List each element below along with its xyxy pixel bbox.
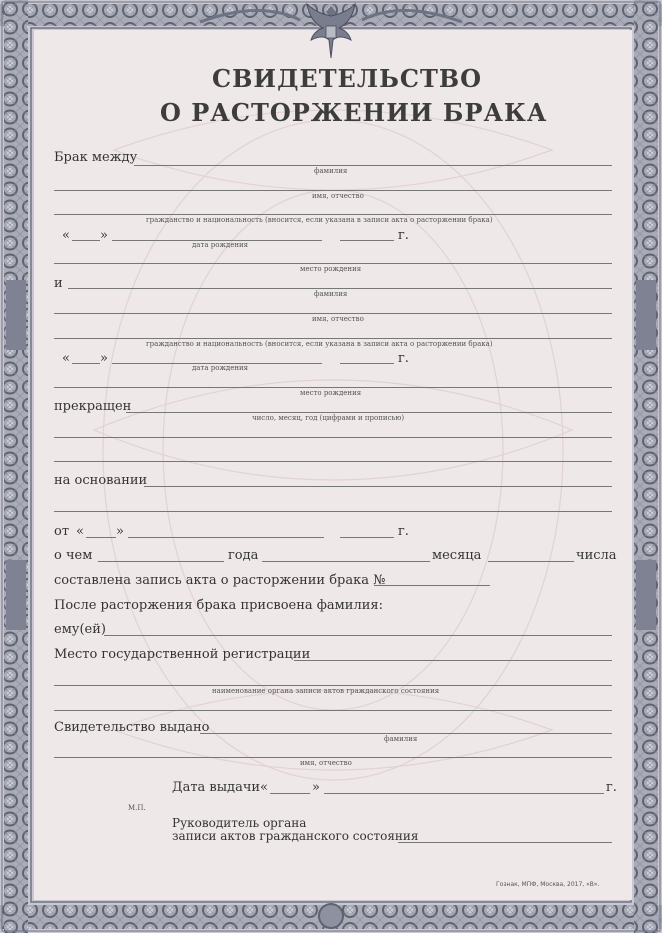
field-spouse2-name[interactable]: [54, 313, 612, 314]
label-year-word: года: [228, 548, 259, 563]
field-termination-date-cont-1[interactable]: [54, 437, 612, 438]
coat-of-arms-icon: [303, 0, 359, 64]
field-issue-month-year[interactable]: [324, 793, 604, 794]
caption-citizenship-1: гражданство и национальность (вносится, если указана в записи акта о расторжении брака): [146, 216, 493, 224]
caption-name-2: имя, отчество: [312, 315, 364, 323]
field-birth-year-1[interactable]: [340, 240, 394, 241]
field-spouse2-surname[interactable]: [68, 288, 612, 289]
field-issued-surname[interactable]: [200, 733, 612, 734]
label-issue-date: Дата выдачи: [172, 780, 261, 795]
field-termination-date-cont-2[interactable]: [54, 461, 612, 462]
field-basis-year[interactable]: [340, 537, 394, 538]
caption-surname-2: фамилия: [314, 290, 348, 298]
field-record-number[interactable]: [374, 585, 490, 586]
field-record-year[interactable]: [98, 561, 224, 562]
field-record-day[interactable]: [488, 561, 574, 562]
quote-open-2: «: [62, 351, 70, 366]
title-line-1: СВИДЕТЕЛЬСТВО: [212, 64, 483, 93]
field-spouse1-citizenship[interactable]: [54, 214, 612, 215]
field-issue-day[interactable]: [270, 793, 310, 794]
caption-name-1: имя, отчество: [312, 192, 364, 200]
label-and: и: [54, 276, 63, 291]
field-basis-cont[interactable]: [54, 511, 612, 512]
quote-open-3: «: [76, 524, 84, 539]
field-head-signature[interactable]: [398, 842, 612, 843]
caption-birth-date-1: дата рождения: [192, 241, 249, 249]
field-birth-place-1[interactable]: [54, 263, 612, 264]
label-on-basis: на основании: [54, 473, 148, 488]
label-head-line2: записи актов гражданского состояния: [172, 829, 419, 843]
year-suffix-4: г.: [606, 780, 617, 795]
field-birth-place-2[interactable]: [54, 387, 612, 388]
field-spouse1-surname[interactable]: [134, 165, 612, 166]
label-issued-to: Свидетельство выдано: [54, 720, 210, 735]
field-registration-place[interactable]: [294, 660, 612, 661]
label-from: от: [54, 524, 70, 539]
field-basis[interactable]: [144, 486, 612, 487]
caption-surname-3: фамилия: [384, 735, 418, 743]
quote-open-4: «: [260, 780, 268, 795]
field-authority[interactable]: [54, 685, 612, 686]
label-marriage-between: Брак между: [54, 150, 138, 165]
printer-imprint: Гознак, МПФ, Москва, 2017, «В».: [496, 881, 600, 888]
label-head-line1: Руководитель органа: [172, 816, 307, 830]
caption-authority: наименование органа записи актов гражданского состояния: [212, 687, 440, 695]
field-authority-cont[interactable]: [54, 710, 612, 711]
label-day-word: числа: [576, 548, 617, 563]
label-month-word: месяца: [432, 548, 482, 563]
quote-open-1: «: [62, 228, 70, 243]
quote-close-1: »: [100, 228, 108, 243]
caption-date-text: число, месяц, год (цифрами и прописью): [252, 414, 405, 422]
year-suffix-3: г.: [398, 524, 409, 539]
caption-birth-place-2: место рождения: [300, 389, 362, 397]
label-registration-place: Место государственной регистрации: [54, 647, 311, 662]
label-record-made: составлена запись акта о расторжении брака №: [54, 573, 386, 588]
caption-citizenship-2: гражданство и национальность (вносится, если указана в записи акта о расторжении брака): [146, 340, 493, 348]
year-suffix-2: г.: [398, 351, 409, 366]
quote-close-4: »: [312, 780, 320, 795]
caption-birth-place-1: место рождения: [300, 265, 362, 273]
field-basis-day[interactable]: [86, 537, 116, 538]
quote-close-3: »: [116, 524, 124, 539]
caption-birth-date-2: дата рождения: [192, 364, 249, 372]
field-termination-date[interactable]: [126, 412, 612, 413]
label-to-him-her: ему(ей): [54, 622, 106, 637]
field-basis-month[interactable]: [128, 537, 324, 538]
field-spouse2-citizenship[interactable]: [54, 338, 612, 339]
label-after-divorce: После расторжения брака присвоена фамилия:: [54, 598, 383, 613]
field-birth-year-2[interactable]: [340, 363, 394, 364]
caption-surname-1: фамилия: [314, 167, 348, 175]
caption-name-3: имя, отчество: [300, 759, 352, 767]
field-birth-day-2[interactable]: [72, 363, 100, 364]
field-record-month[interactable]: [262, 561, 430, 562]
quote-close-2: »: [100, 351, 108, 366]
stamp-place: М.П.: [128, 804, 146, 812]
label-terminated: прекращен: [54, 399, 132, 414]
title-line-2: О РАСТОРЖЕНИИ БРАКА: [160, 98, 548, 127]
label-about: о чем: [54, 548, 93, 563]
year-suffix-1: г.: [398, 228, 409, 243]
field-birth-day-1[interactable]: [72, 240, 100, 241]
field-spouse1-name[interactable]: [54, 190, 612, 191]
field-issued-name[interactable]: [54, 757, 612, 758]
field-new-surname[interactable]: [104, 635, 612, 636]
